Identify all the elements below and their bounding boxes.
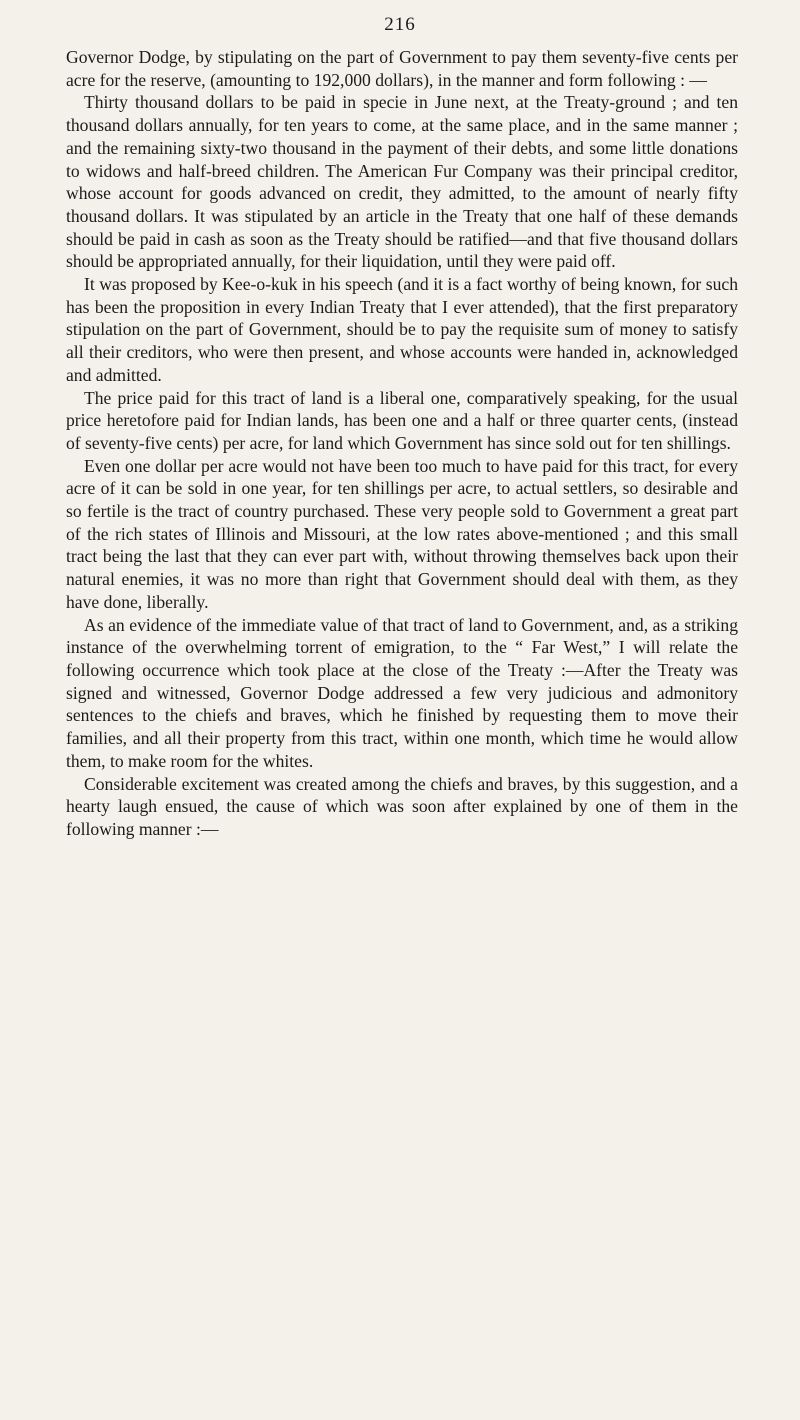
paragraph: It was proposed by Kee-o-kuk in his speech (and it is a fact worthy of being known, for such has been the proposition in every Indian Treaty that I ever attended), that the first preparatory stipulation on the part of Government, should be to pay the requisite sum of money to satisfy all their creditors, who were then present, and whose accounts were handed in, acknowledged and admitted.	[66, 274, 738, 385]
paragraph: Even one dollar per acre would not have been too much to have paid for this tract, for every acre of it can be sold in one year, for ten shillings per acre, to actual settlers, so desirable and so fertile is the tract of country purchased. These very people sold to Government a great part of the rich states of Illinois and Missouri, at the low rates above-mentioned ; and this small tract being the last that they can ever part with, without throwing themselves back upon their natural enemies, it was no more than right that Government should deal with them, as they have done, liberally.	[66, 455, 738, 612]
paragraph: Thirty thousand dollars to be paid in specie in June next, at the Treaty-ground ; and ten thousand dollars annually, for ten years to come, at the same place, and in the same manner ; and the remaining sixty-two thousand in the payment of their debts, and some little donations to widows and half-breed children. The American Fur Company was their principal creditor, whose account for goods advanced on credit, they admitted, to the amount of nearly fifty thousand dollars. It was stipulated by an article in the Treaty that one half of these demands should be paid in cash as soon as the Treaty should be ratified—and that five thousand dollars should be appropriated annually, for their liquidation, until they were paid off.	[66, 92, 738, 272]
paragraph: As an evidence of the immediate value of that tract of land to Government, and, as a striking instance of the overwhelming torrent of emigration, to the “ Far West,” I will relate the following occurrence which took place at the close of the Treaty :—After the Treaty was signed and witnessed, Governor Dodge addressed a few very judicious and admonitory sentences to the chiefs and braves, which he finished by requesting them to move their families, and all their property from this tract, within one month, which time he would allow them, to make room for the whites.	[66, 614, 738, 771]
body-text	[66, 46, 738, 841]
paragraph: Considerable excitement was created among the chiefs and braves, by this suggestion, and a hearty laugh ensued, the cause of which was soon after explained by one of them in the following manner :—	[66, 773, 738, 839]
paragraph: The price paid for this tract of land is a liberal one, comparatively speaking, for the usual price heretofore paid for Indian lands, has been one and a half or three quarter cents, (instead of seventy-five cents) per acre, for land which Government has since sold out for ten shillings.	[66, 387, 738, 453]
paragraph-continuation: Governor Dodge, by stipulating on the part of Government to pay them seventy-five cents per acre for the reserve, (amounting to 192,000 dollars), in the manner and form following : —	[66, 47, 738, 90]
page-number: 216	[384, 14, 416, 35]
